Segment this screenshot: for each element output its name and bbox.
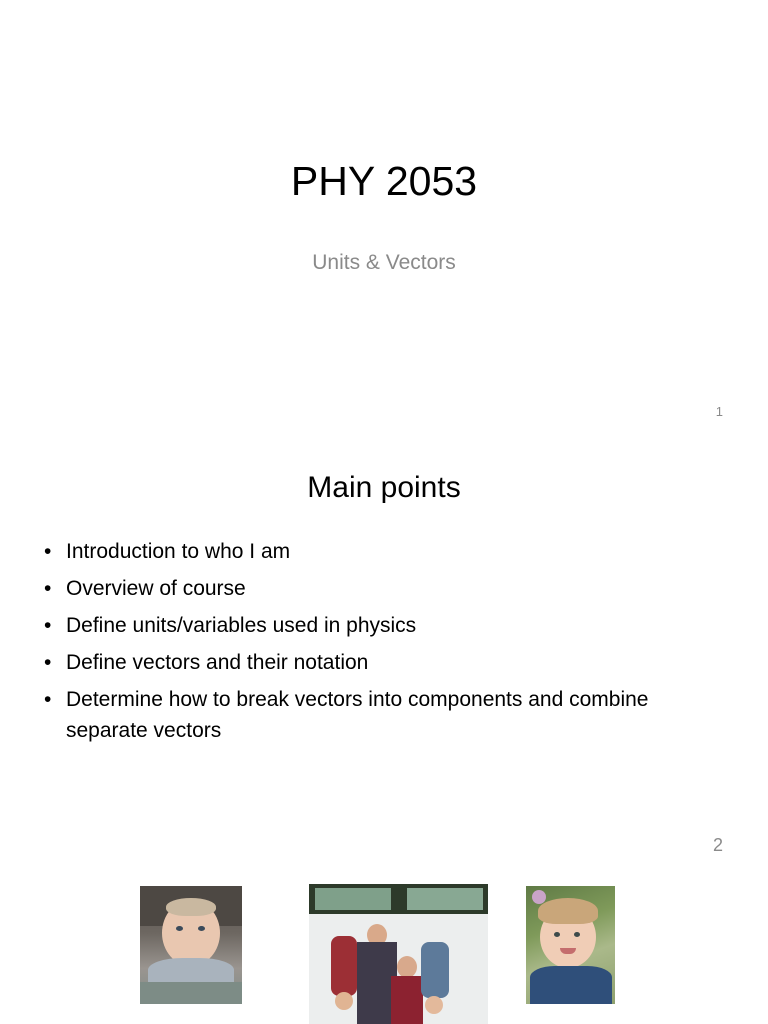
bullet-list — [44, 536, 664, 752]
bullet-icon: • — [44, 651, 52, 674]
bullet-icon: • — [44, 577, 52, 600]
page-number: 1 — [715, 404, 723, 419]
list-item — [44, 647, 664, 678]
toddler-photo — [526, 886, 615, 1004]
list-item — [44, 536, 664, 567]
list-item — [44, 610, 664, 641]
slide-1 — [0, 0, 768, 430]
slide-2 — [0, 430, 768, 860]
list-item — [44, 573, 664, 604]
bullet-text: Overview of course — [66, 577, 246, 600]
bullet-icon: • — [44, 540, 52, 563]
slide-3 — [0, 860, 768, 1024]
bullet-text: Define vectors and their notation — [66, 651, 369, 674]
bullet-icon: • — [44, 614, 52, 637]
bullet-text: Define units/variables used in physics — [66, 614, 417, 637]
bullet-icon: • — [44, 688, 52, 711]
family-photo — [309, 884, 488, 1024]
bullet-text: Introduction to who I am — [66, 540, 291, 563]
list-item — [44, 684, 664, 746]
baby-photo — [140, 886, 242, 1004]
bullet-text: Determine how to break vectors into components and combine separate vectors — [66, 688, 649, 742]
slide-subtitle: Units & Vectors — [312, 251, 456, 274]
slide-title: PHY 2053 — [290, 158, 478, 204]
page-number: 2 — [712, 835, 723, 855]
slide-title: Main points — [307, 471, 461, 504]
